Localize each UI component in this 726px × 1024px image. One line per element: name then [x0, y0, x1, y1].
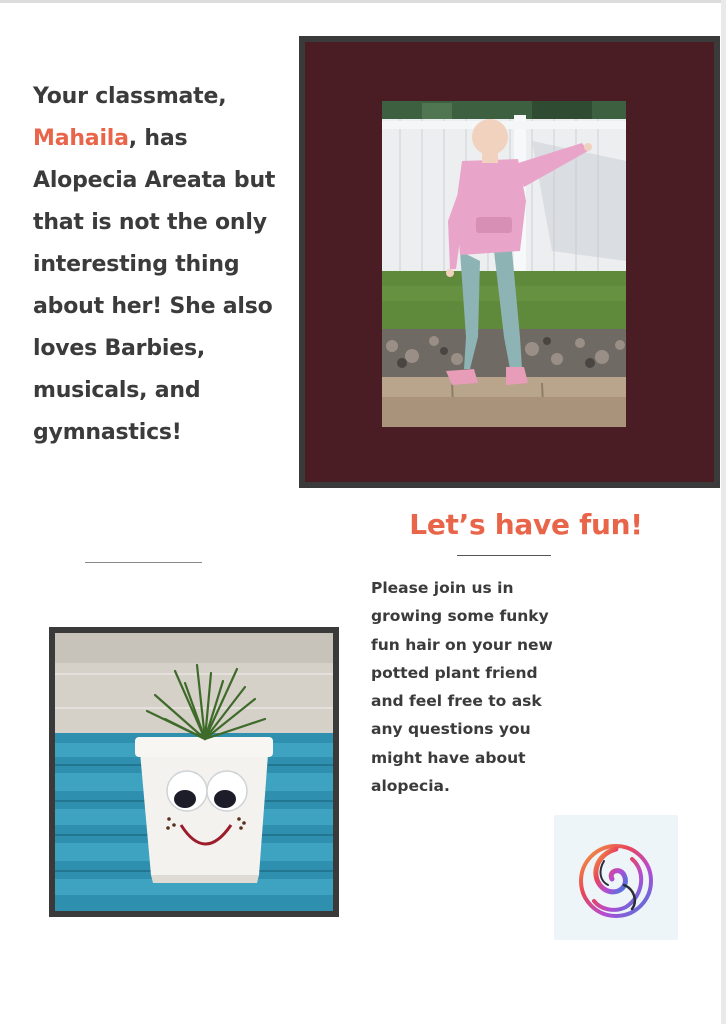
- title-underline: [457, 555, 551, 556]
- intro-paragraph: [33, 76, 295, 454]
- invite-paragraph: Please join us in growing some funky fun hair on your new potted plant friend and feel free to ask any questions you might have about alopecia.: [371, 579, 553, 796]
- page-top-edge: [0, 0, 726, 3]
- decorative-divider: [85, 562, 202, 563]
- student-photo: [382, 101, 626, 427]
- intro-line-1: Your classmate,: [33, 84, 227, 109]
- fun-section-title: Let’s have fun!: [409, 508, 643, 541]
- page-right-edge: [721, 0, 726, 1024]
- intro-after-name: , has: [128, 126, 188, 151]
- swirl-logo-icon: [554, 815, 678, 940]
- plant-photo: [49, 627, 339, 917]
- student-name: Mahaila: [33, 126, 129, 151]
- intro-rest: Alopecia Areata but that is not the only interesting thing about her! She also loves Barbies, musicals, and gymnastics!: [33, 168, 276, 445]
